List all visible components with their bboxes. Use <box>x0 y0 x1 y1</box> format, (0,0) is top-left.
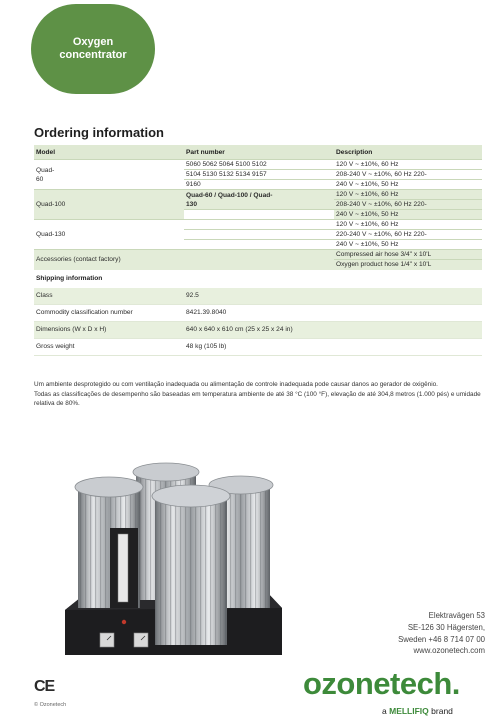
shipping-label: Commodity classification number <box>34 304 184 321</box>
shipping-title: Shipping information <box>36 275 103 282</box>
table-row <box>34 338 482 355</box>
shipping-label: Gross weight <box>34 338 184 355</box>
header-description: Description <box>334 145 482 160</box>
shipping-label: Class <box>34 288 184 305</box>
ordering-table <box>34 145 482 356</box>
part-number-line: 9160 <box>186 181 201 188</box>
model-quad-60: Quad- 60 <box>36 166 55 183</box>
part-number-line: 5104 5130 5132 5134 9157 <box>186 171 267 178</box>
model-quad-100: Quad-100 <box>34 190 184 220</box>
description-line: 240 V ~ ±10%, 50 Hz <box>336 241 399 248</box>
description-line: 208-240 V ~ ±10%, 60 Hz 220- <box>336 171 427 178</box>
accessories-label: Accessories (contact factory) <box>34 250 184 270</box>
description-line: 208-240 V ~ ±10%, 60 Hz 220- <box>334 200 482 210</box>
ce-mark: CE <box>34 678 55 695</box>
empty-cell <box>184 250 334 270</box>
product-image <box>60 450 285 670</box>
table-row <box>34 160 482 170</box>
part-number-quad-100: Quad-60 / Quad-100 / Quad- 130 <box>184 190 334 210</box>
empty-cell <box>184 230 334 240</box>
table-row <box>34 321 482 338</box>
empty-cell <box>184 220 334 230</box>
address-line: SE-126 30 Hägersten, <box>407 622 485 632</box>
section-title: Ordering information <box>34 125 164 140</box>
model-quad-130: Quad-130 <box>36 231 66 238</box>
description-line: 120 V ~ ±10%, 60 Hz <box>336 161 399 168</box>
table-row <box>34 190 482 200</box>
table-row <box>34 250 482 260</box>
description-line: 240 V ~ ±10%, 50 Hz <box>334 210 482 220</box>
table-header-row <box>34 145 482 160</box>
shipping-value: 92.5 <box>184 288 482 305</box>
shipping-title-row <box>34 270 482 288</box>
tagline-brand: MELLIFIQ <box>389 706 429 716</box>
description-line: Oxygen product hose 1/4" x 10'L <box>334 260 482 270</box>
description-line: 240 V ~ ±10%, 50 Hz <box>336 181 399 188</box>
brand-tagline <box>382 706 453 716</box>
website-link[interactable]: www.ozonetech.com <box>413 646 485 656</box>
shipping-value: 8421.39.8040 <box>184 304 482 321</box>
tagline-suffix: brand <box>431 706 453 716</box>
note-paragraph: Um ambiente desprotegido ou com ventilação inadequada ou alimentação de controle inadequada pode causar danos ao gerador de oxigênio. <box>34 381 438 388</box>
header-model: Model <box>34 145 184 160</box>
header-part-number: Part number <box>184 145 334 160</box>
empty-cell <box>184 210 334 220</box>
note-paragraph: Todas as classificações de desempenho são baseadas em temperatura ambiente de até 38 °C (100 °F), elevação de até 304,8 metros (1.000 pés) e umidade relativa de 80%. <box>34 390 481 407</box>
shipping-label: Dimensions (W x D x H) <box>34 321 184 338</box>
shipping-value: 640 x 640 x 610 cm (25 x 25 x 24 in) <box>184 321 482 338</box>
company-address <box>330 610 485 657</box>
description-line: Compressed air hose 3/4" x 10'L <box>334 250 482 260</box>
table-row <box>34 220 482 230</box>
product-category-badge <box>31 4 155 94</box>
empty-cell <box>184 240 334 250</box>
table-row <box>34 304 482 321</box>
address-line: Sweden +46 8 714 07 00 <box>398 634 485 644</box>
tagline-prefix: a <box>382 706 387 716</box>
table-row <box>34 288 482 305</box>
notes <box>34 380 482 409</box>
copyright: © Ozonetech <box>34 702 67 708</box>
description-line: 120 V ~ ±10%, 60 Hz <box>334 190 482 200</box>
badge-line-2: concentrator <box>59 49 127 61</box>
part-number-line: 5060 5062 5064 5100 5102 <box>186 161 267 168</box>
company-logo: ozonetech. <box>303 666 460 701</box>
badge-line-1: Oxygen <box>72 36 114 48</box>
address-line: Elektravägen 53 <box>428 611 485 620</box>
description-line: 220-240 V ~ ±10%, 60 Hz 220- <box>336 231 427 238</box>
description-line: 120 V ~ ±10%, 60 Hz <box>336 221 399 228</box>
shipping-value: 48 kg (105 lb) <box>184 338 482 355</box>
